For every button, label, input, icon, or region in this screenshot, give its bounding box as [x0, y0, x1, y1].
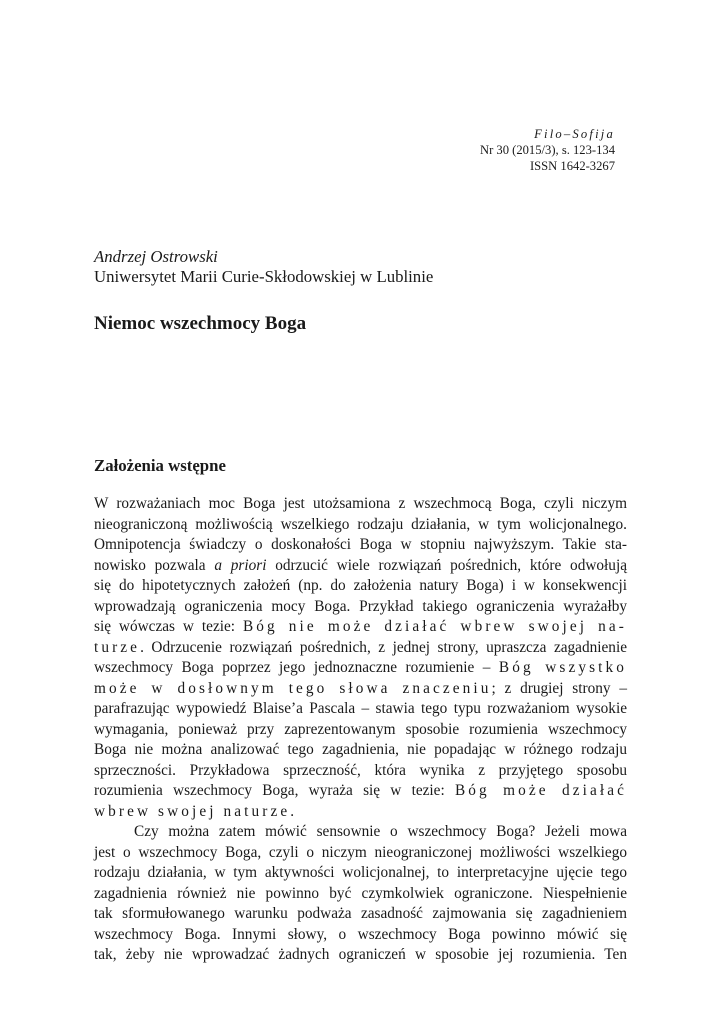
body-line — [94, 617, 627, 638]
body-text: wszechmocy Boga poprzez jego jednoznaczne rozumienie – — [94, 659, 499, 676]
body-line: wbrew swojej naturze. — [94, 802, 298, 820]
spaced-thesis: Bóg nie może działać wbrew swojej na- — [242, 618, 627, 635]
spaced-thesis: Bóg wszystko — [498, 659, 627, 676]
body-line: nieograniczoną możliwością wszelkiego rodzaju działania, w tym wolicjonalnego. — [94, 515, 627, 533]
body-line — [94, 638, 627, 659]
body-line: tak, żeby nie wprowadzać żadnych ograniczeń w sposobie jej rozumienia. Ten — [94, 946, 627, 963]
spaced-thesis: turze — [94, 638, 141, 656]
author-affiliation: Uniwersytet Marii Curie-Skłodowskiej w Lublinie — [94, 267, 434, 286]
body-text: rozumienia wszechmocy Boga, wyraża się w tezie: — [94, 782, 455, 799]
journal-name: Filo–Sofija — [534, 127, 615, 141]
spaced-thesis: Bóg może działać — [454, 782, 627, 799]
journal-header — [440, 126, 615, 174]
body-line: wprowadzają ograniczenia mocy Boga. Przykład takiego ograniczenia wyrażałby — [94, 597, 627, 615]
body-line — [94, 679, 627, 700]
body-line: parafrazując wypowiedź Blaise’a Pascala – stawia tego typu rozważaniom wysokie — [94, 700, 627, 717]
body-line: zagadnienia również nie powinno być czymkolwiek ograniczone. Niespełnienie — [94, 884, 627, 902]
author-block — [94, 247, 433, 287]
body-line — [94, 658, 627, 679]
author-name: Andrzej Ostrowski — [94, 247, 218, 266]
body-line: Czy można zatem mówić sensownie o wszechmocy Boga? Jeżeli mowa — [134, 823, 627, 840]
body-line: wymagania, ponieważ przy zaprezentowanym sposobie rozumienia wszechmocy — [94, 720, 627, 738]
body-text: nowisko pozwala — [94, 556, 215, 574]
article-title: Niemoc wszechmocy Boga — [94, 313, 307, 334]
body-line: jest o wszechmocy Boga, czyli o niczym nieograniczonej możliwości wszelkiego — [94, 843, 627, 861]
article-body — [94, 494, 627, 966]
spaced-thesis: może w dosłownym tego słowa znaczeniu — [94, 679, 492, 697]
body-line — [94, 781, 627, 802]
body-line: W rozważaniach moc Boga jest utożsamiona z wszechmocą Boga, czyli niczym — [94, 495, 627, 512]
body-text: ; z drugiej strony – — [491, 679, 627, 697]
body-line: rodzaju działania, w tym aktywności wolicjonalnej, to interpretacyjne ujęcie tego — [94, 864, 627, 881]
body-line: wszechmocy Boga. Innymi słowy, o wszechmocy Boga powinno mówić się — [94, 925, 627, 943]
italic-term: a priori — [214, 556, 267, 574]
body-line: tak sformułowanego warunku podważa zasadność zajmowania się zagadnieniem — [94, 905, 627, 922]
body-line: Boga nie można analizować tego zagadnienia, nie popadając w różnego rodzaju — [94, 741, 627, 758]
body-text: . Odrzucenie rozwiązań pośrednich, z jednej strony, upraszcza zagadnienie — [140, 638, 627, 656]
section-heading: Założenia wstępne — [94, 456, 226, 475]
body-line — [94, 556, 627, 577]
body-line: sprzeczności. Przykładowa sprzeczność, która wynika z przyjętego sposobu — [94, 761, 627, 779]
body-line: Omnipotencja świadczy o doskonałości Boga w stopniu najwyższym. Takie sta- — [94, 536, 627, 553]
journal-issue: Nr 30 (2015/3), s. 123-134 — [479, 143, 615, 157]
body-line: się do hipotetycznych założeń (np. do założenia natury Boga) i w konsekwencji — [94, 577, 627, 594]
body-text: się wówczas w tezie: — [94, 618, 243, 635]
journal-issn: ISSN 1642-3267 — [529, 159, 615, 173]
body-text: odrzucić wiele rozwiązań pośrednich, które odwołują — [266, 556, 627, 574]
